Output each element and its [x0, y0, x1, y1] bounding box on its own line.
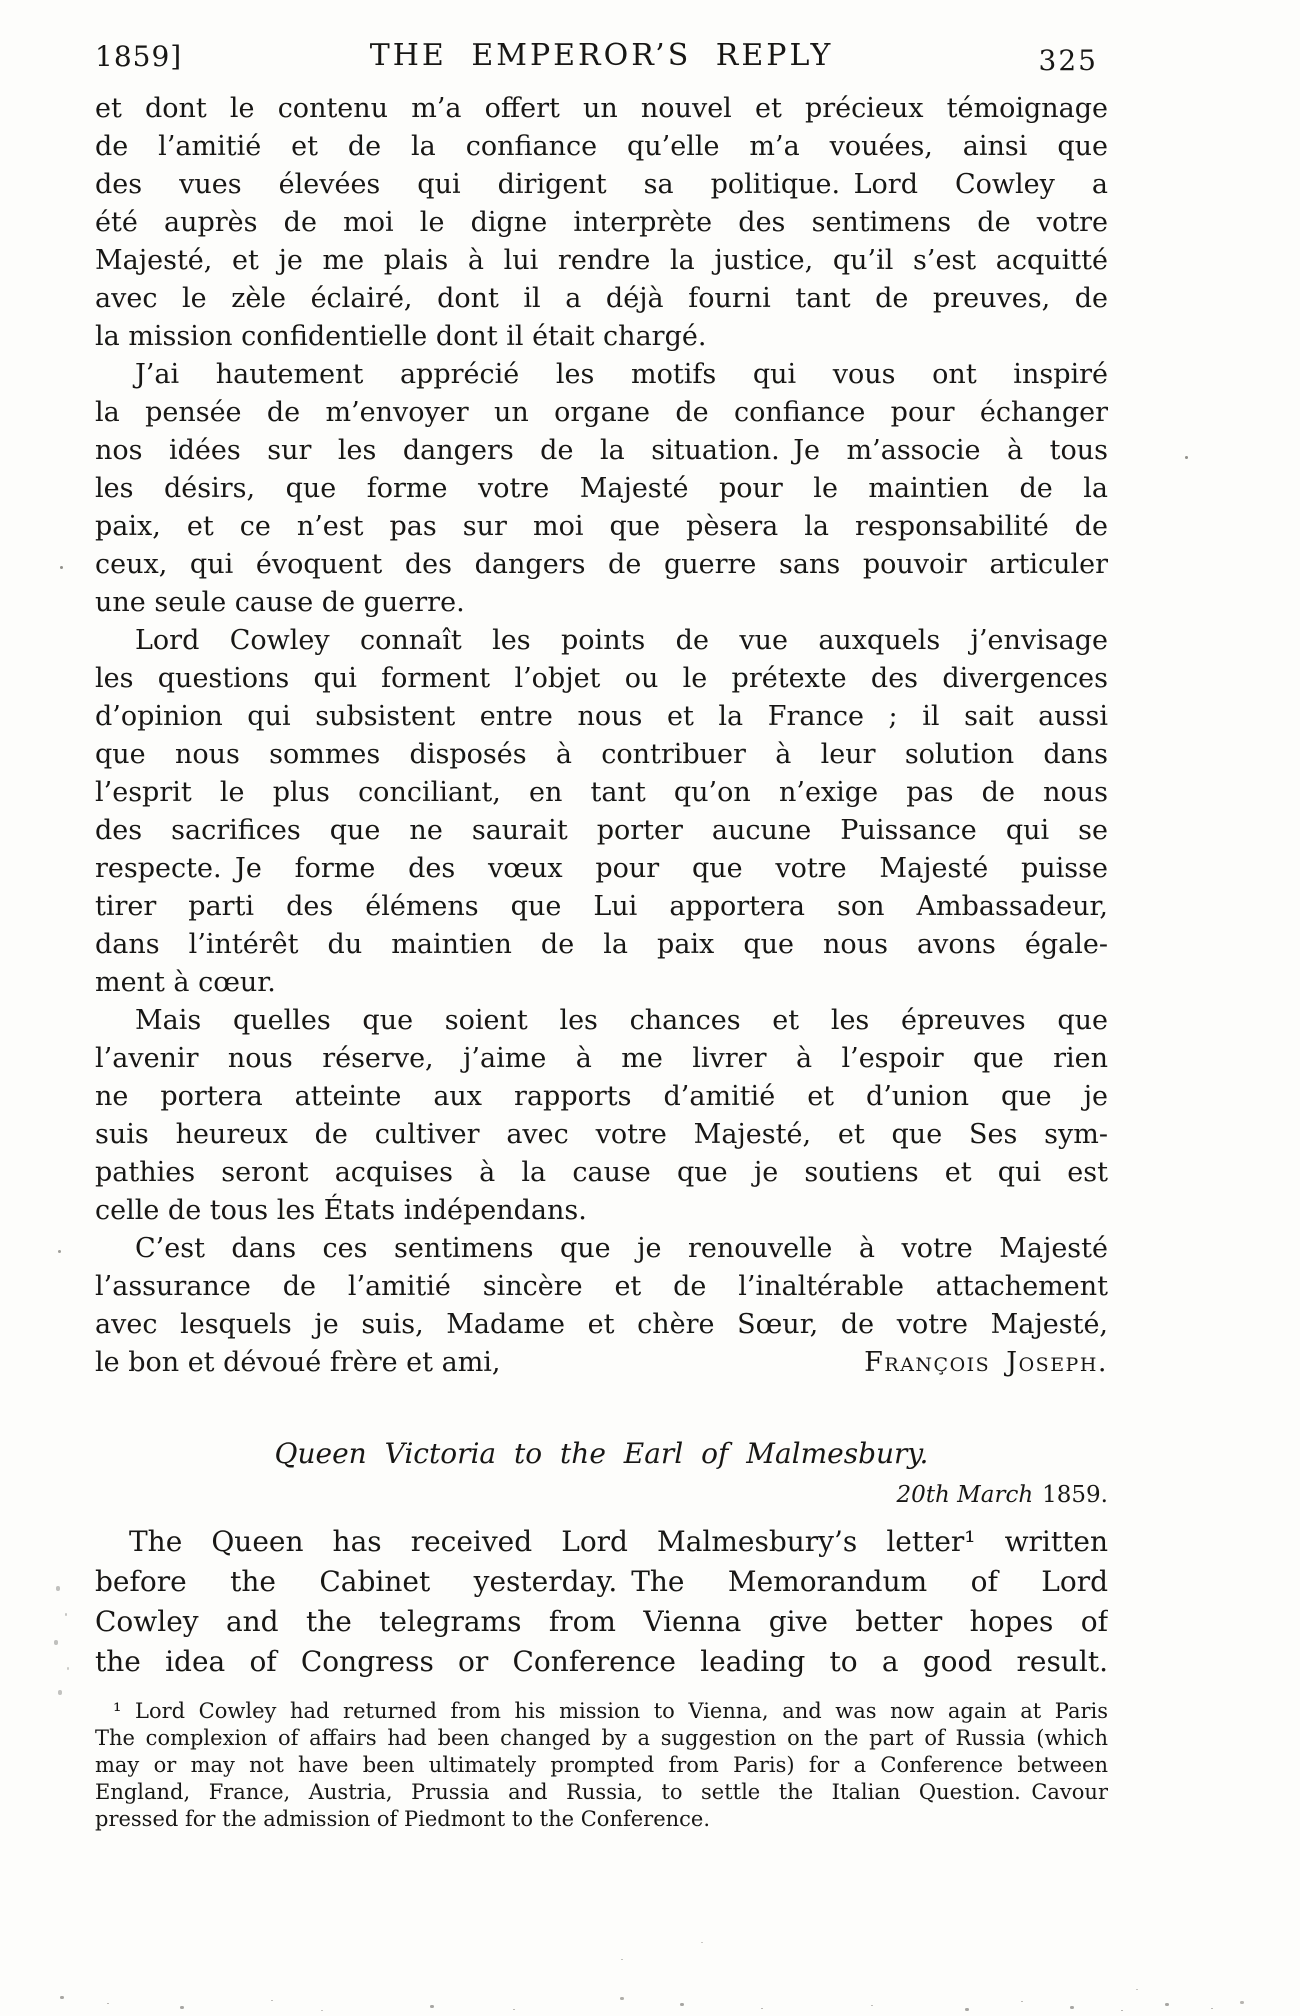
footnote [95, 1698, 1108, 1833]
page-number: 325 [1038, 44, 1098, 77]
letter-line: Lord Cowley connaît les points de vue auxquels j’envisage [135, 625, 1108, 656]
letter-line: avec lesquels je suis, Madame et chère Sœur, de votre Majesté, [95, 1309, 1108, 1340]
footnote-line: may or may not have been ultimately prompted from Paris) for a Conference between [95, 1753, 1108, 1777]
letter-paragraph [95, 622, 1108, 1002]
english-line: before the Cabinet yesterday. The Memorandum of Lord [95, 1565, 1108, 1598]
letter-line: celle de tous les États indépendans. [95, 1195, 587, 1226]
letter-line: ne portera atteinte aux rapports d’amitié et d’union que je [95, 1081, 1108, 1112]
letter-closing-text: le bon et dévoué frère et ami, [95, 1347, 501, 1378]
letter-line: la pensée de m’envoyer un organe de confiance pour échanger [95, 397, 1108, 428]
letter-line: l’avenir nous réserve, j’aime à me livrer à l’espoir que rien [95, 1043, 1108, 1074]
letter-line: nos idées sur les dangers de la situation. Je m’associe à tous [95, 435, 1108, 466]
footnote-line: England, France, Austria, Prussia and Russia, to settle the Italian Question. Cavour [95, 1780, 1108, 1804]
dateline-year: 1859. [1042, 1482, 1108, 1508]
text-column [95, 38, 1108, 1833]
letter-line: Majesté, et je me plais à lui rendre la justice, qu’il s’est acquitté [95, 245, 1108, 276]
letter-line: de l’amitié et de la confiance qu’elle m’a vouées, ainsi que [95, 131, 1108, 162]
french-letter-body [95, 90, 1108, 1344]
section-heading: Queen Victoria to the Earl of Malmesbury. [274, 1437, 929, 1470]
letter-line: l’assurance de l’amitié sincère et de l’inaltérable attachement [95, 1271, 1108, 1302]
letter-paragraph [95, 356, 1108, 622]
letter-line: C’est dans ces sentimens que je renouvelle à votre Majesté [135, 1233, 1108, 1264]
letter-line: des vues élevées qui dirigent sa politique. Lord Cowley a [95, 169, 1108, 200]
english-line: the idea of Congress or Conference leading to a good result. [95, 1645, 1108, 1678]
letter-line: et dont le contenu m’a offert un nouvel et précieux témoignage [95, 93, 1108, 124]
letter-paragraph [95, 1002, 1108, 1230]
english-paragraph [95, 1522, 1108, 1682]
letter-closing-row [95, 1344, 1108, 1382]
running-header [95, 38, 1108, 78]
running-title: THE EMPEROR’S REPLY [369, 38, 834, 73]
letter-line: paix, et ce n’est pas sur moi que pèsera la responsabilité de [95, 511, 1108, 542]
letter-line: les désirs, que forme votre Majesté pour le maintien de la [95, 473, 1108, 504]
scan-artifact-specks [60, 566, 63, 569]
letter-line: été auprès de moi le digne interprète des sentimens de votre [95, 207, 1108, 238]
footnote-line: pressed for the admission of Piedmont to the Conference. [95, 1807, 711, 1831]
letter-line: une seule cause de guerre. [95, 587, 465, 618]
letter-line: ceux, qui évoquent des dangers de guerre sans pouvoir articuler [95, 549, 1108, 580]
letter-line: que nous sommes disposés à contribuer à leur solution dans [95, 739, 1108, 770]
letter-line: J’ai hautement apprécié les motifs qui vous ont inspiré [135, 359, 1108, 390]
dateline [95, 1480, 1108, 1510]
letter-line: pathies seront acquises à la cause que je soutiens et qui est [95, 1157, 1108, 1188]
letter-line: dans l’intérêt du maintien de la paix que nous avons égale- [95, 929, 1108, 960]
letter-line: tirer parti des élémens que Lui apportera son Ambassadeur, [95, 891, 1108, 922]
letter-line: ment à cœur. [95, 967, 276, 998]
header-year: 1859] [95, 40, 183, 73]
letter-line: d’opinion qui subsistent entre nous et la France ; il sait aussi [95, 701, 1108, 732]
footnote-line: The complexion of affairs had been changed by a suggestion on the part of Russia (which [95, 1726, 1108, 1750]
english-line: Cowley and the telegrams from Vienna give better hopes of [95, 1605, 1108, 1638]
letter-line: suis heureux de cultiver avec votre Majesté, et que Ses sym- [95, 1119, 1108, 1150]
footnote-line: ¹ Lord Cowley had returned from his mission to Vienna, and was now again at Paris [113, 1699, 1108, 1723]
letter-line: avec le zèle éclairé, dont il a déjà fourni tant de preuves, de [95, 283, 1108, 314]
letter-paragraph [95, 90, 1108, 356]
letter-signature: François Joseph. [864, 1347, 1108, 1378]
scan-artifact-bottom-noise [60, 1996, 64, 1999]
scan-artifact-left-margin [56, 1586, 60, 1591]
letter-line: des sacrifices que ne saurait porter aucune Puissance qui se [95, 815, 1108, 846]
letter-line: l’esprit le plus conciliant, en tant qu’on n’exige pas de nous [95, 777, 1108, 808]
letter-line: Mais quelles que soient les chances et les épreuves que [135, 1005, 1108, 1036]
letter-line: la mission confidentielle dont il était chargé. [95, 321, 707, 352]
letter-line: respecte. Je forme des vœux pour que votre Majesté puisse [95, 853, 1108, 884]
dateline-day-month: 20th March [896, 1482, 1034, 1508]
letter-paragraph [95, 1230, 1108, 1344]
english-line: The Queen has received Lord Malmesbury’s letter¹ written [129, 1525, 1108, 1558]
letter-line: les questions qui forment l’objet ou le prétexte des divergences [95, 663, 1108, 694]
